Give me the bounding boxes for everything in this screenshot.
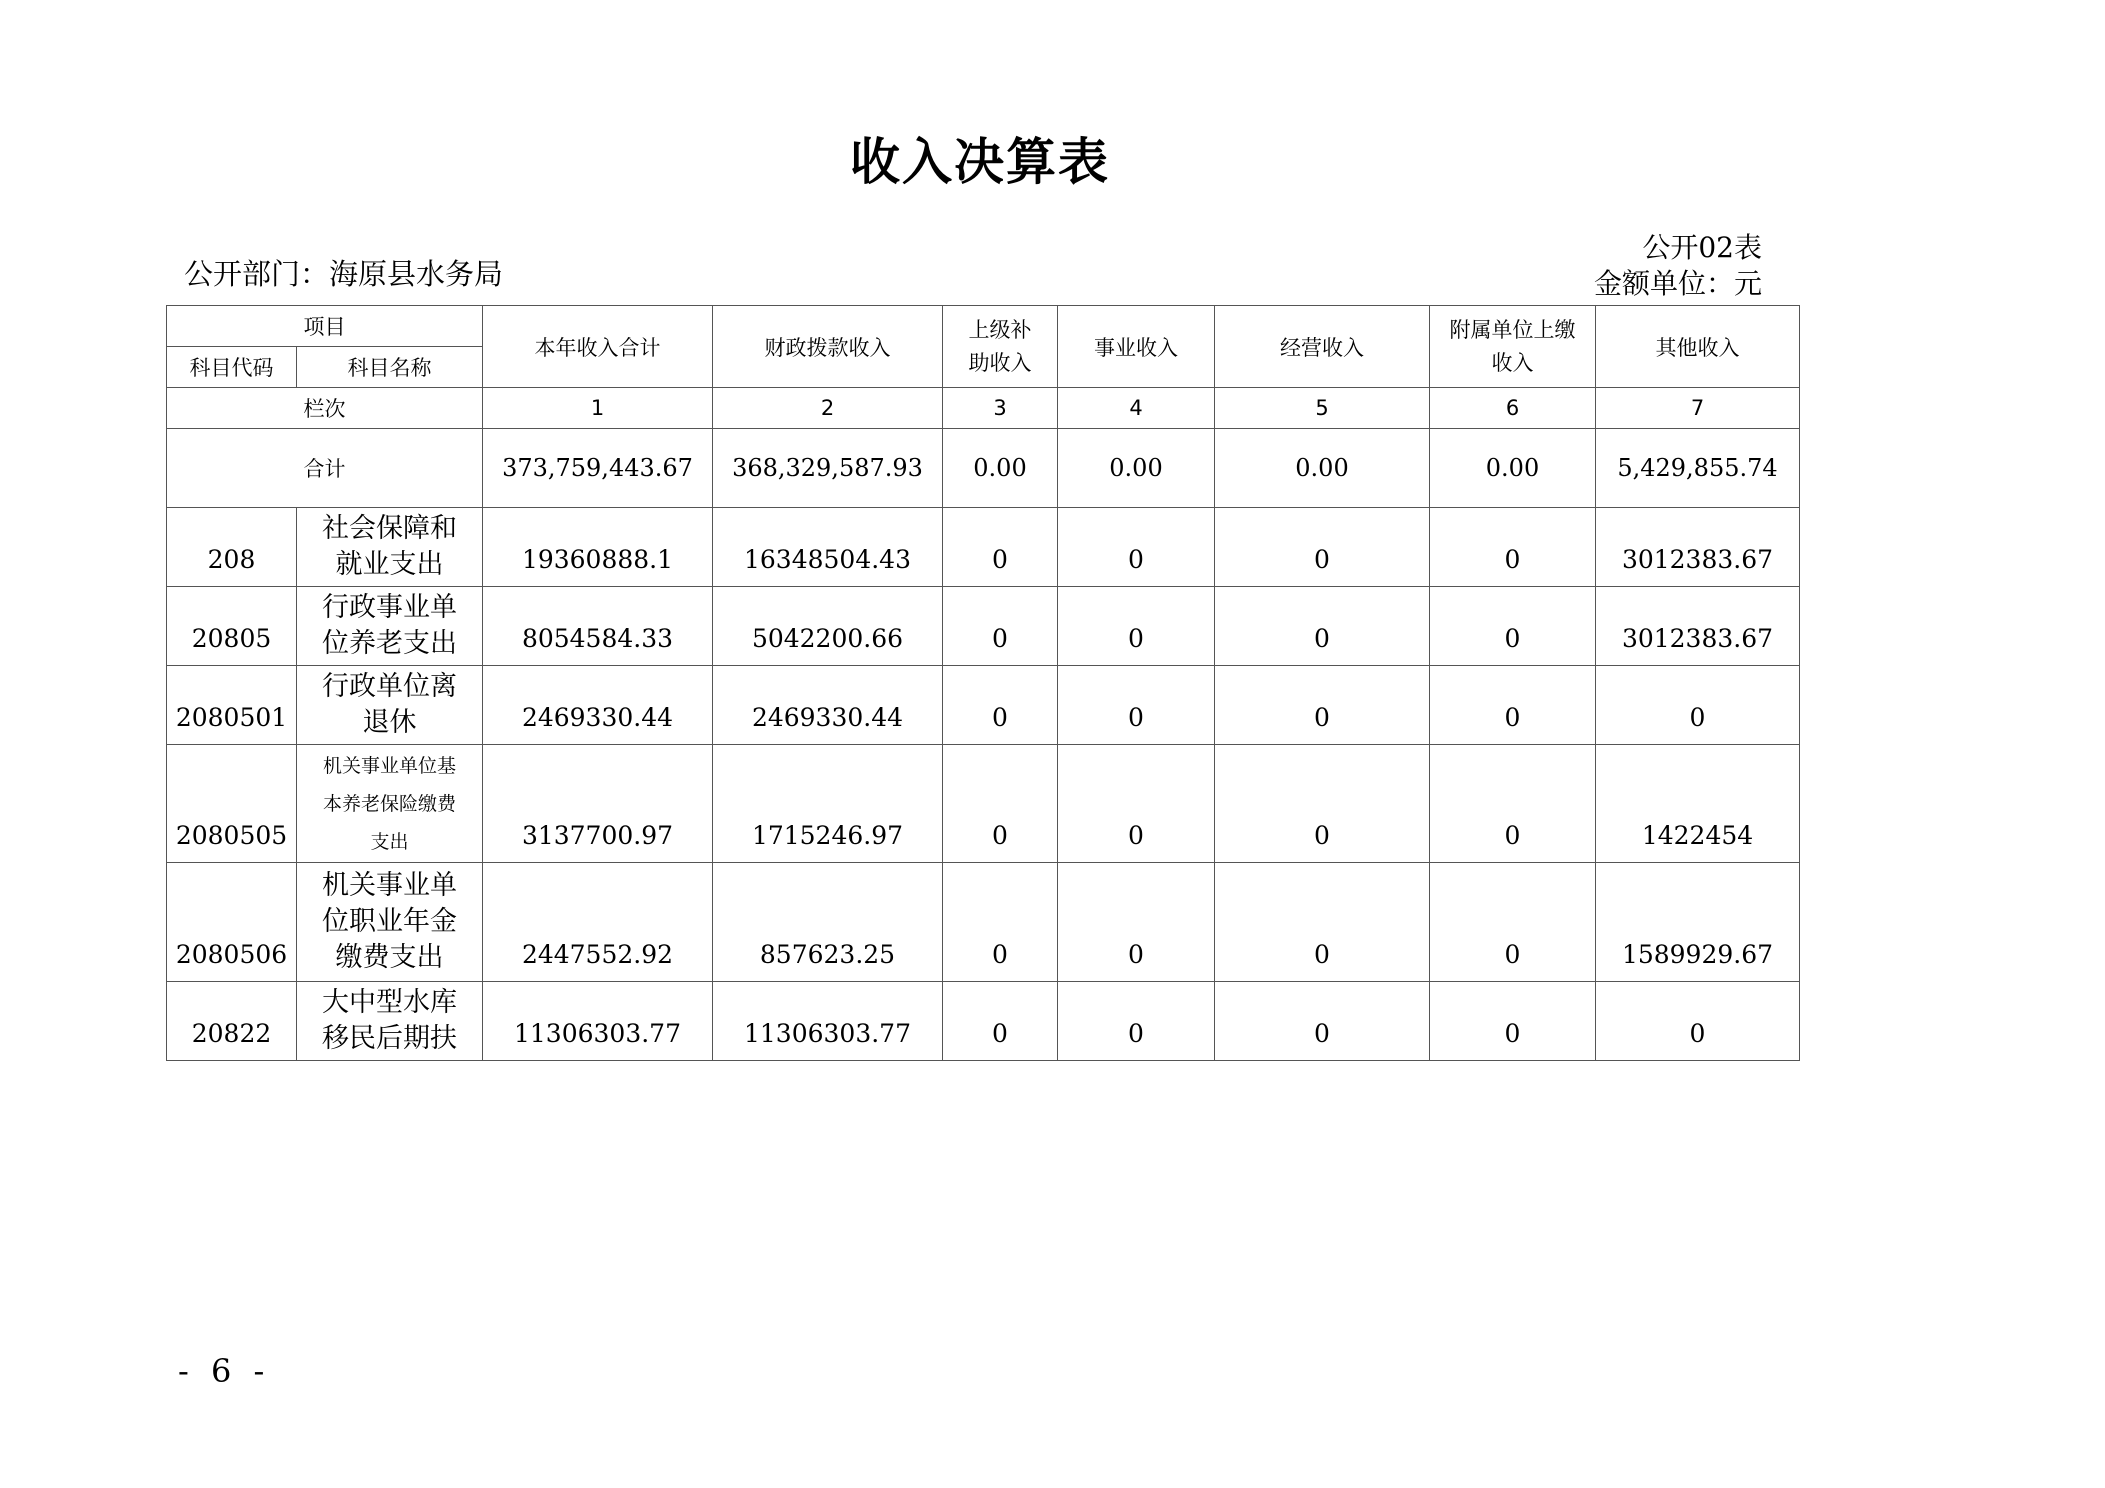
column-number: 7 — [1596, 388, 1800, 429]
cell-business: 0 — [1058, 982, 1215, 1061]
column-number: 1 — [483, 388, 713, 429]
cell-total-income: 2469330.44 — [483, 666, 713, 745]
subject-name — [297, 982, 483, 1061]
cell-fiscal: 16348504.43 — [713, 508, 943, 587]
column-number: 2 — [713, 388, 943, 429]
cell-affiliated: 0 — [1430, 587, 1596, 666]
page-number: - 6 - — [178, 1352, 271, 1390]
cell-affiliated: 0 — [1430, 863, 1596, 982]
subject-name — [297, 863, 483, 982]
department-label: 公开部门：海原县水务局 — [184, 257, 504, 291]
header-affiliated — [1430, 306, 1596, 388]
cell-superior: 0 — [943, 745, 1058, 863]
subject-name-line: 支出 — [370, 830, 409, 853]
table-row — [167, 508, 1800, 587]
subject-name-line: 就业支出 — [335, 549, 444, 580]
header-fiscal: 财政拨款收入 — [713, 306, 943, 388]
subject-name-line: 本养老保险缴费 — [322, 792, 456, 815]
total-other-value: 5,429,855.74 — [1596, 429, 1800, 508]
cell-business: 0 — [1058, 666, 1215, 745]
column-number: 4 — [1058, 388, 1215, 429]
cell-affiliated: 0 — [1430, 982, 1596, 1061]
header-name: 科目名称 — [297, 347, 483, 388]
subject-name-line: 机关事业单 — [322, 870, 457, 901]
column-number-label: 栏次 — [167, 388, 483, 429]
form-info — [1594, 230, 1762, 302]
cell-fiscal: 11306303.77 — [713, 982, 943, 1061]
column-number: 6 — [1430, 388, 1596, 429]
header-total-income: 本年收入合计 — [483, 306, 713, 388]
cell-superior: 0 — [943, 982, 1058, 1061]
subject-name-line: 缴费支出 — [335, 942, 444, 973]
header-code: 科目代码 — [167, 347, 297, 388]
cell-business: 0 — [1058, 863, 1215, 982]
cell-fiscal: 1715246.97 — [713, 745, 943, 863]
subject-name-line: 移民后期扶 — [322, 1023, 457, 1054]
subject-code: 20805 — [167, 587, 297, 666]
cell-other: 0 — [1596, 982, 1800, 1061]
page-title: 收入决算表 — [850, 133, 1110, 191]
subject-name-line: 位养老支出 — [322, 628, 457, 659]
cell-operating: 0 — [1215, 508, 1430, 587]
form-number: 公开02表 — [1642, 231, 1762, 264]
cell-total-income: 19360888.1 — [483, 508, 713, 587]
cell-business: 0 — [1058, 587, 1215, 666]
subject-code: 2080505 — [167, 745, 297, 863]
total-affiliated-value: 0.00 — [1430, 429, 1596, 508]
header-other: 其他收入 — [1596, 306, 1800, 388]
cell-business: 0 — [1058, 745, 1215, 863]
header-affiliated-line2: 收入 — [1491, 350, 1534, 375]
cell-fiscal: 857623.25 — [713, 863, 943, 982]
subject-name-line: 大中型水库 — [322, 987, 457, 1018]
income-table — [166, 305, 1800, 1061]
total-income-value: 373,759,443.67 — [483, 429, 713, 508]
cell-superior: 0 — [943, 666, 1058, 745]
header-superior-line1: 上级补 — [968, 317, 1032, 342]
subject-code: 20822 — [167, 982, 297, 1061]
subject-name-line: 行政事业单 — [322, 592, 457, 623]
cell-total-income: 3137700.97 — [483, 745, 713, 863]
total-superior-value: 0.00 — [943, 429, 1058, 508]
subject-name-line: 社会保障和 — [322, 513, 457, 544]
table-row — [167, 587, 1800, 666]
cell-fiscal: 2469330.44 — [713, 666, 943, 745]
subject-name-line: 行政单位离 — [322, 671, 457, 702]
total-row — [167, 429, 1800, 508]
cell-superior: 0 — [943, 508, 1058, 587]
total-operating-value: 0.00 — [1215, 429, 1430, 508]
cell-operating: 0 — [1215, 666, 1430, 745]
header-item: 项目 — [167, 306, 483, 347]
header-operating: 经营收入 — [1215, 306, 1430, 388]
subject-name-line: 退休 — [362, 707, 417, 738]
subject-name-line: 位职业年金 — [322, 906, 457, 937]
cell-other: 3012383.67 — [1596, 508, 1800, 587]
cell-other: 1589929.67 — [1596, 863, 1800, 982]
cell-total-income: 8054584.33 — [483, 587, 713, 666]
subject-name — [297, 745, 483, 863]
subject-name — [297, 666, 483, 745]
header-business: 事业收入 — [1058, 306, 1215, 388]
total-business-value: 0.00 — [1058, 429, 1215, 508]
cell-affiliated: 0 — [1430, 666, 1596, 745]
cell-operating: 0 — [1215, 982, 1430, 1061]
cell-other: 3012383.67 — [1596, 587, 1800, 666]
cell-superior: 0 — [943, 587, 1058, 666]
total-fiscal-value: 368,329,587.93 — [713, 429, 943, 508]
column-number: 3 — [943, 388, 1058, 429]
cell-operating: 0 — [1215, 587, 1430, 666]
cell-operating: 0 — [1215, 863, 1430, 982]
cell-affiliated: 0 — [1430, 508, 1596, 587]
cell-total-income: 11306303.77 — [483, 982, 713, 1061]
column-number: 5 — [1215, 388, 1430, 429]
cell-affiliated: 0 — [1430, 745, 1596, 863]
cell-superior: 0 — [943, 863, 1058, 982]
table-row — [167, 666, 1800, 745]
cell-total-income: 2447552.92 — [483, 863, 713, 982]
subject-code: 208 — [167, 508, 297, 587]
subject-name-line: 机关事业单位基 — [322, 754, 456, 777]
header-superior — [943, 306, 1058, 388]
cell-other: 0 — [1596, 666, 1800, 745]
header-affiliated-line1: 附属单位上缴 — [1449, 317, 1576, 342]
amount-unit: 金额单位：元 — [1593, 267, 1762, 300]
subject-name — [297, 587, 483, 666]
subject-code: 2080506 — [167, 863, 297, 982]
table-row — [167, 982, 1800, 1061]
cell-business: 0 — [1058, 508, 1215, 587]
header-superior-line2: 助收入 — [968, 350, 1032, 375]
cell-operating: 0 — [1215, 745, 1430, 863]
subject-name — [297, 508, 483, 587]
total-label: 合计 — [167, 429, 483, 508]
subject-code: 2080501 — [167, 666, 297, 745]
cell-fiscal: 5042200.66 — [713, 587, 943, 666]
cell-other: 1422454 — [1596, 745, 1800, 863]
table-row — [167, 745, 1800, 863]
table-row — [167, 863, 1800, 982]
